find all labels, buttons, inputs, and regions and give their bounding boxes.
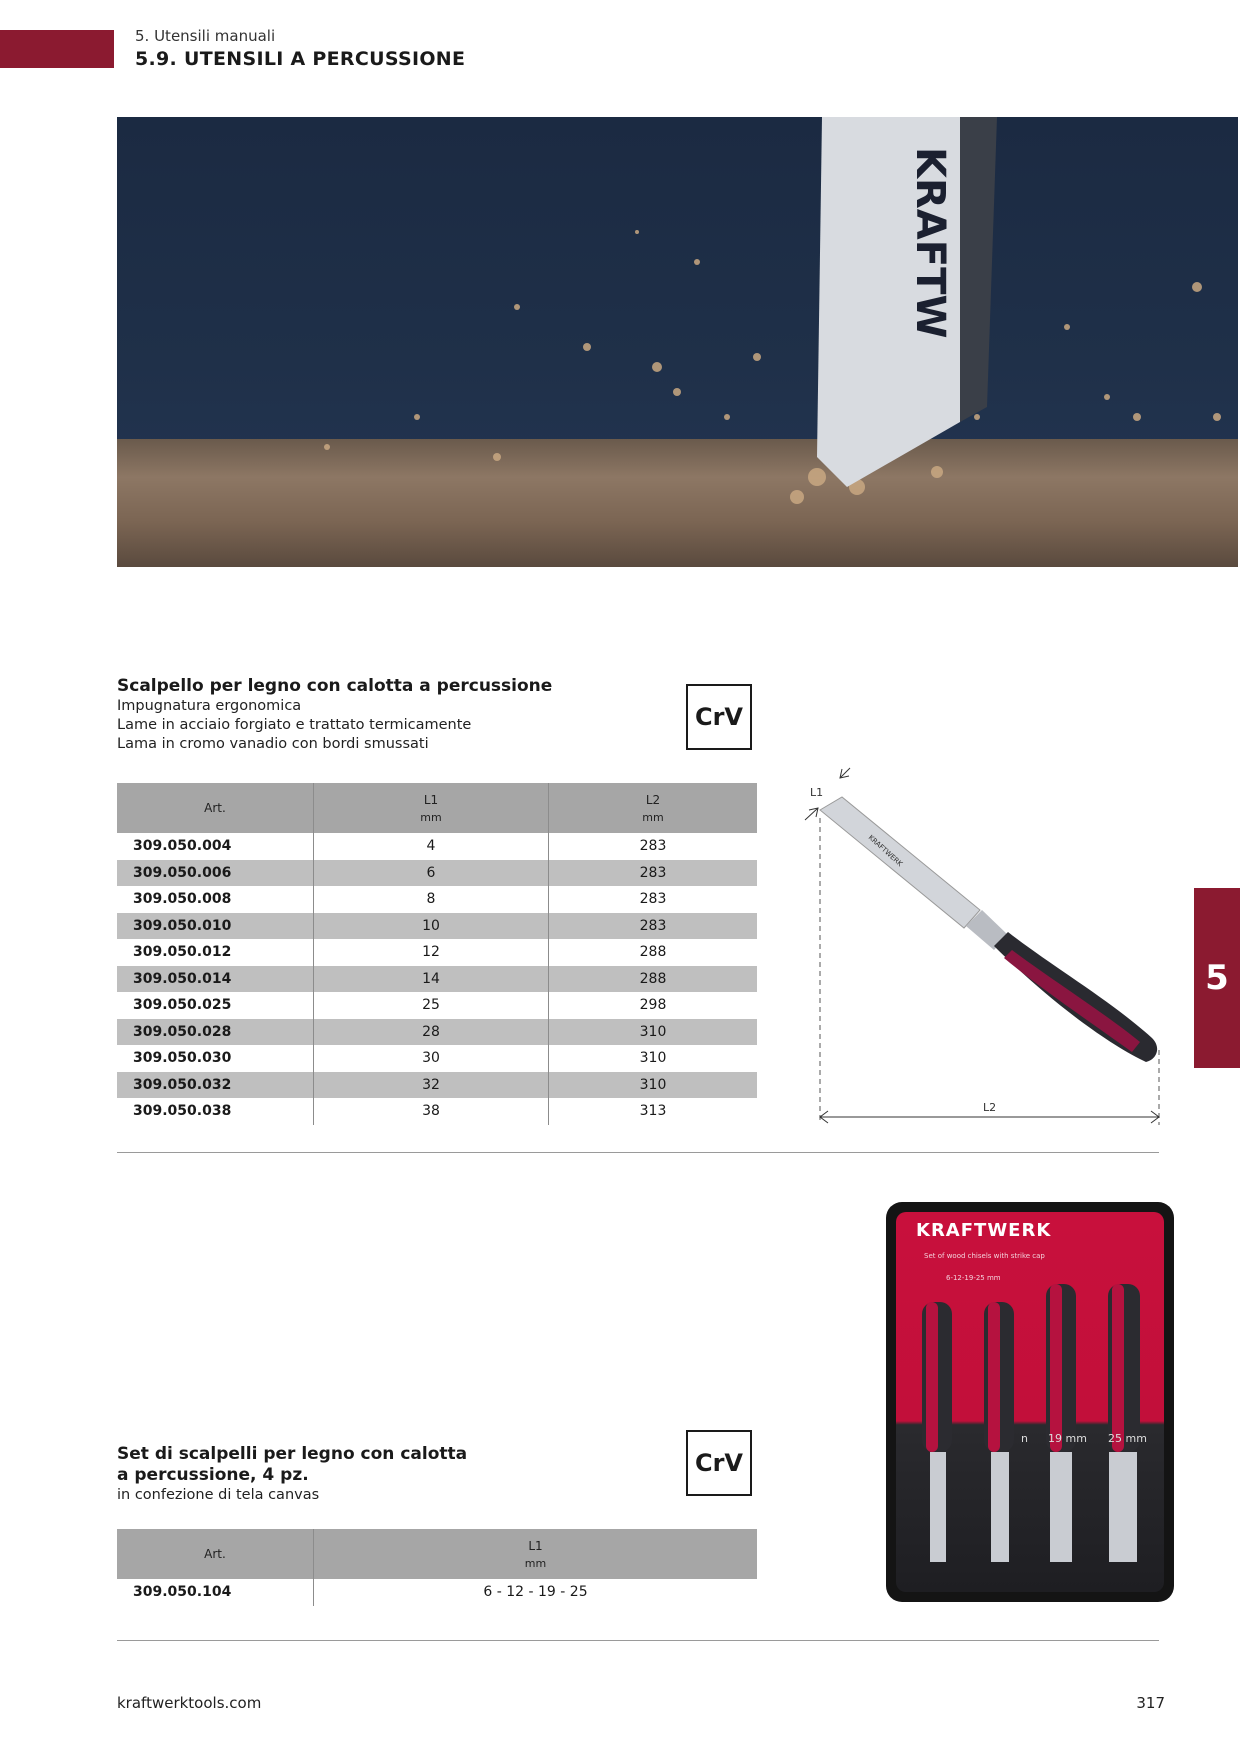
cell-l2: 310 xyxy=(549,1072,758,1099)
product1-info xyxy=(117,676,677,754)
cell-art: 309.050.030 xyxy=(133,1050,232,1067)
cell-l1: 4 xyxy=(314,833,549,860)
table-row xyxy=(117,1098,757,1125)
cell-l2: 288 xyxy=(549,966,758,993)
cell-l1: 14 xyxy=(314,966,549,993)
cell-art: 309.050.025 xyxy=(133,997,232,1014)
pouch-brand: KRAFTWERK xyxy=(916,1220,1052,1241)
product2-subtitle: in confezione di tela canvas xyxy=(117,1487,320,1503)
table-row xyxy=(117,1019,757,1046)
cell-l2: 313 xyxy=(549,1098,758,1125)
cell-l2: 283 xyxy=(549,886,758,913)
hero-brand-text: KRAFTW xyxy=(907,147,953,339)
product1-title: Scalpello per legno con calotta a percussione xyxy=(117,676,553,696)
cell-art: 309.050.012 xyxy=(133,944,232,961)
page-number: 317 xyxy=(1136,1694,1165,1712)
table-row xyxy=(117,1579,757,1606)
product2-info xyxy=(117,1444,617,1505)
cell-l2: 283 xyxy=(549,833,758,860)
cell-art: 309.050.028 xyxy=(117,1019,314,1046)
cell-l1: 6 - 12 - 19 - 25 xyxy=(314,1579,758,1606)
hero-chisel-illustration xyxy=(117,117,1238,567)
cell-l2: 298 xyxy=(549,992,758,1019)
col-l1-header: L1 mm xyxy=(314,1529,758,1579)
cell-l2: 310 xyxy=(549,1045,758,1072)
l2-dimension-label: L2 xyxy=(983,1101,997,1114)
product1-crv-badge: CrV xyxy=(686,684,752,750)
cell-l1: 25 xyxy=(314,992,549,1019)
section-divider xyxy=(117,1152,1159,1153)
pouch-sizes: 6-12-19-25 mm xyxy=(946,1274,1001,1282)
cell-l1: 30 xyxy=(314,1045,549,1072)
pouch-mark-1: n xyxy=(1021,1432,1028,1445)
table-row xyxy=(117,1072,757,1099)
footer-divider xyxy=(117,1640,1159,1641)
cell-art: 309.050.032 xyxy=(117,1072,314,1099)
hero-photo xyxy=(117,117,1238,567)
cell-art: 309.050.008 xyxy=(133,891,232,908)
table-row xyxy=(117,992,757,1019)
col-art-header: Art. xyxy=(117,1529,314,1579)
product2-table xyxy=(117,1529,757,1606)
cell-l2: 283 xyxy=(549,860,758,887)
footer-website-link[interactable]: kraftwerktools.com xyxy=(117,1694,262,1712)
cell-art: 309.050.104 xyxy=(133,1584,232,1601)
chisel-dimension-diagram xyxy=(790,760,1170,1140)
table-row xyxy=(117,1045,757,1072)
header-accent-bar xyxy=(0,30,114,68)
l1-dimension-label: L1 xyxy=(810,786,824,799)
chapter-number: 5 xyxy=(1205,958,1229,998)
cell-l2: 283 xyxy=(549,913,758,940)
pouch-chisels xyxy=(886,1202,1174,1602)
col-art-header: Art. xyxy=(117,783,314,833)
blade-brand-text: KRAFTWERK xyxy=(866,833,904,869)
col-l1-header: L1 mm xyxy=(314,783,549,833)
product2-crv-badge: CrV xyxy=(686,1430,752,1496)
cell-art: 309.050.006 xyxy=(117,860,314,887)
cell-art: 309.050.014 xyxy=(117,966,314,993)
product2-title-line1: Set di scalpelli per legno con calotta xyxy=(117,1444,468,1464)
chapter-label: 5. Utensili manuali xyxy=(135,27,276,45)
pouch-mark-2: 19 mm xyxy=(1048,1432,1087,1445)
table-row xyxy=(117,913,757,940)
cell-l1: 38 xyxy=(314,1098,549,1125)
cell-l1: 12 xyxy=(314,939,549,966)
cell-l2: 288 xyxy=(549,939,758,966)
col-l2-header: L2 mm xyxy=(549,783,758,833)
table-row xyxy=(117,833,757,860)
product1-feature-3: Lama in cromo vanadio con bordi smussati xyxy=(117,736,429,752)
chapter-side-tab[interactable] xyxy=(1194,888,1240,1068)
cell-l1: 10 xyxy=(314,913,549,940)
section-title: 5.9. UTENSILI A PERCUSSIONE xyxy=(135,48,466,70)
product1-feature-2: Lame in acciaio forgiato e trattato termicamente xyxy=(117,717,472,733)
table-row xyxy=(117,860,757,887)
cell-l1: 8 xyxy=(314,886,549,913)
pouch-mark-3: 25 mm xyxy=(1108,1432,1147,1445)
product1-feature-1: Impugnatura ergonomica xyxy=(117,698,302,714)
table-row xyxy=(117,939,757,966)
cell-l1: 32 xyxy=(314,1072,549,1099)
product2-title-line2: a percussione, 4 pz. xyxy=(117,1465,309,1485)
cell-art: 309.050.038 xyxy=(133,1103,232,1120)
chisel-set-pouch-photo xyxy=(886,1202,1174,1602)
table-row xyxy=(117,966,757,993)
cell-art: 309.050.004 xyxy=(133,838,232,855)
cell-l1: 28 xyxy=(314,1019,549,1046)
cell-l1: 6 xyxy=(314,860,549,887)
product1-table xyxy=(117,783,757,1125)
cell-l2: 310 xyxy=(549,1019,758,1046)
pouch-description: Set of wood chisels with strike cap xyxy=(924,1252,1045,1260)
cell-art: 309.050.010 xyxy=(117,913,314,940)
table-row xyxy=(117,886,757,913)
